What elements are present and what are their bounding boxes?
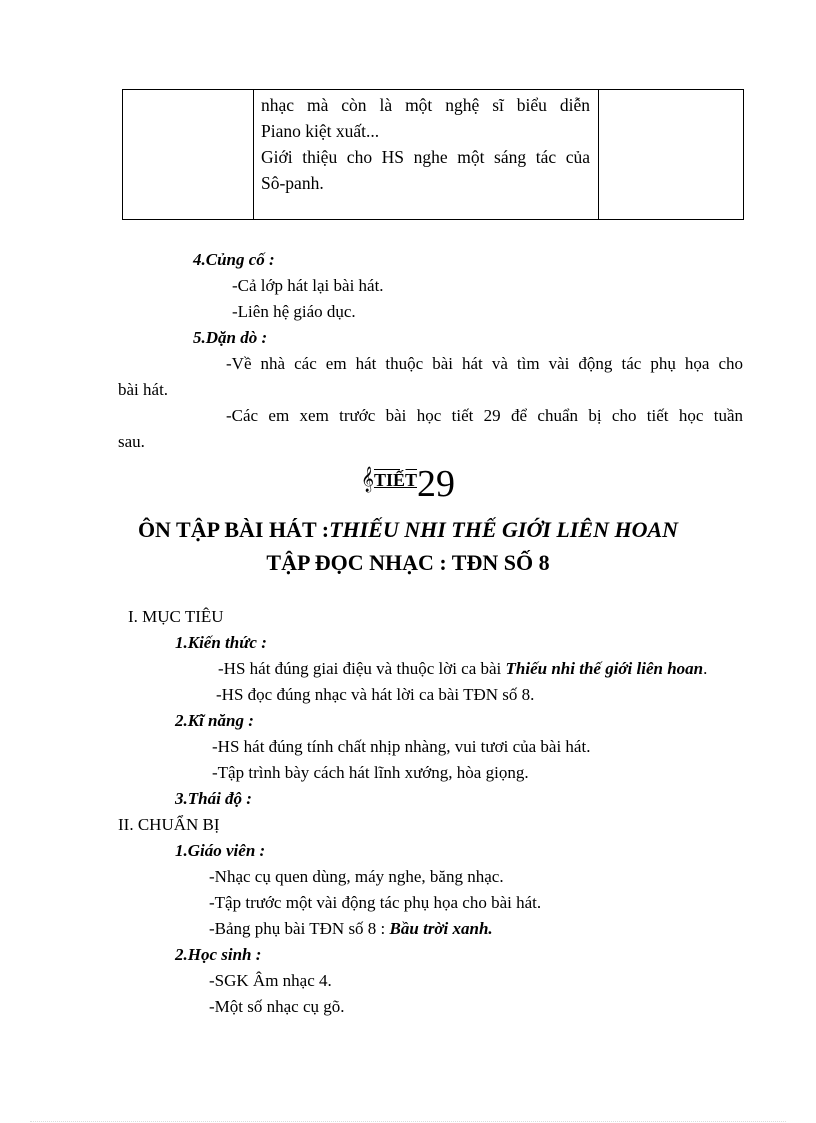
section1-heading: I. MỤC TIÊU (128, 607, 224, 626)
table-cell-left (123, 90, 254, 220)
gv-item: -Tập trước một vài động tác phụ họa cho bài hát. (209, 893, 542, 912)
giao-vien-heading: 1.Giáo viên : (175, 841, 266, 860)
gv-item (209, 919, 493, 939)
cung-co-heading: 4.Củng cố : (193, 250, 275, 269)
thai-do-heading: 3.Thái độ : (175, 789, 252, 808)
lesson-table-fragment (122, 89, 744, 220)
kt-item1-text: -HS hát đúng giai điệu và thuộc lời ca bài (218, 659, 506, 678)
page-bottom-divider (30, 1121, 786, 1122)
table-line: Sô-panh. (261, 173, 324, 193)
hs-item: -SGK Âm nhạc 4. (209, 971, 332, 990)
cung-co-item: -Liên hệ giáo dục. (232, 302, 356, 321)
cung-co-item: -Cả lớp hát lại bài hát. (232, 276, 384, 295)
kt-item (218, 659, 707, 679)
treble-clef-icon: 𝄞 (360, 466, 374, 491)
dan-do-p2-line2: sau. (118, 432, 145, 451)
gv-item: -Nhạc cụ quen dùng, máy nghe, băng nhạc. (209, 867, 504, 886)
lesson-title-2: TẬP ĐỌC NHẠC : TĐN SỐ 8 (266, 550, 550, 575)
tiet-label: TIẾT (373, 470, 418, 490)
table-cell-content (254, 90, 599, 220)
dan-do-p2-line1: -Các em xem trước bài học tiết 29 để chuẩn bị cho tiết học tuần (226, 406, 743, 425)
lesson-number-heading (0, 462, 816, 506)
table-cell-right (599, 90, 744, 220)
section2-heading: II. CHUẨN BỊ (118, 815, 220, 834)
dan-do-heading: 5.Dặn dò : (193, 328, 268, 347)
title1-prefix: ÔN TẬP BÀI HÁT : (137, 517, 330, 542)
gv-item3-text: -Bảng phụ bài TĐN số 8 : (209, 919, 390, 938)
dan-do-p1-line2: bài hát. (118, 380, 169, 399)
table-line: Piano kiệt xuất... (261, 121, 380, 141)
kt-item1-end: . (703, 659, 708, 678)
table-line: Giới thiệu cho HS nghe một sáng tác của (261, 147, 590, 167)
title1-song: THIẾU NHI THẾ GIỚI LIÊN HOAN (329, 517, 679, 542)
table-line: nhạc mà còn là một nghệ sĩ biểu diễn (261, 95, 590, 115)
kt-item: -HS đọc đúng nhạc và hát lời ca bài TĐN số 8. (216, 685, 535, 704)
kn-item: -Tập trình bày cách hát lĩnh xướng, hòa giọng. (212, 763, 529, 782)
lesson-title-1 (0, 517, 816, 543)
ki-nang-heading: 2.Kĩ năng : (175, 711, 254, 730)
gv-item3-song: Bầu trời xanh. (389, 919, 493, 938)
kn-item: -HS hát đúng tính chất nhịp nhàng, vui tươi của bài hát. (212, 737, 591, 756)
hoc-sinh-heading: 2.Học sinh : (175, 945, 262, 964)
hs-item: -Một số nhạc cụ gõ. (209, 997, 345, 1016)
dan-do-p1-line1: -Về nhà các em hát thuộc bài hát và tìm vài động tác phụ họa cho (226, 354, 743, 373)
kt-item1-song: Thiếu nhi thế giới liên hoan (505, 659, 704, 678)
kien-thuc-heading: 1.Kiến thức : (175, 633, 267, 652)
tiet-number: 29 (417, 463, 456, 505)
